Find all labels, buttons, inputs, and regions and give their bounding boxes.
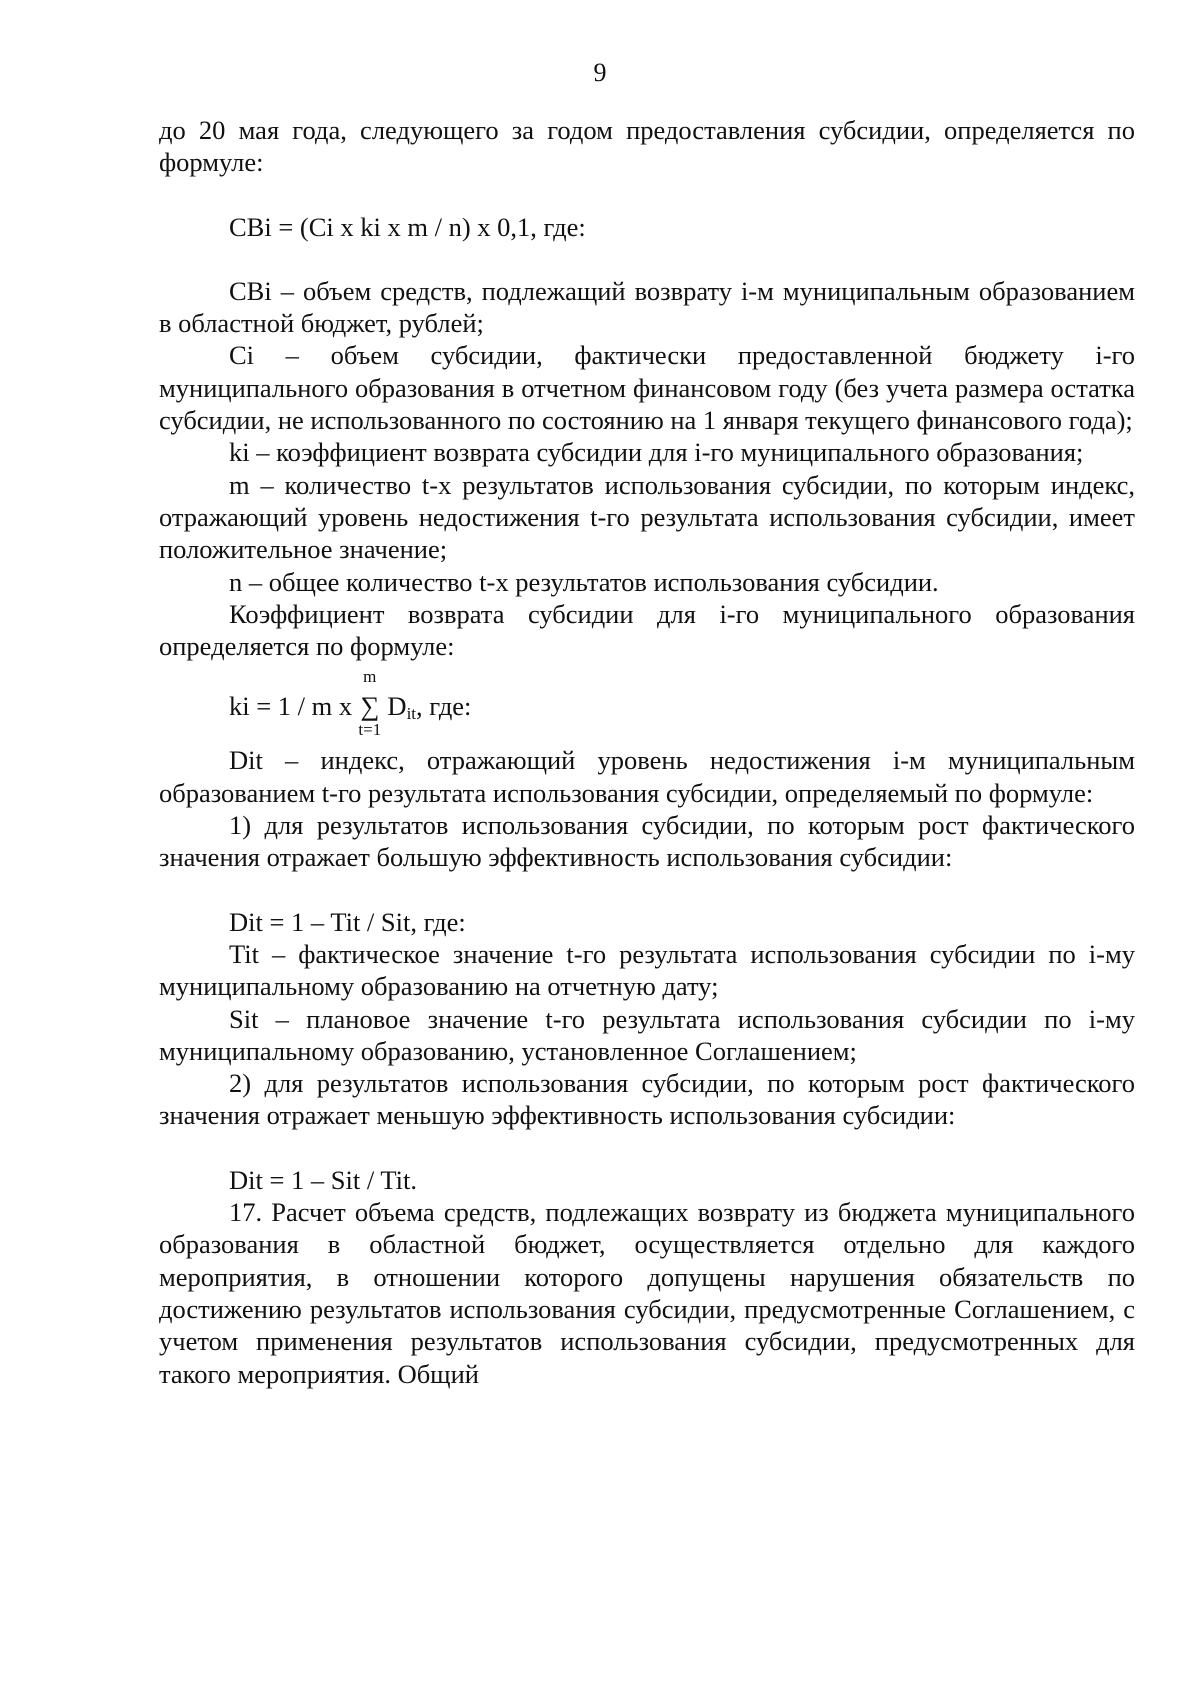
paragraph: Tit – фактическое значение t-го результата использования субсидии по i-му муниципальному образованию на отчетную дату; bbox=[159, 938, 1135, 1002]
paragraph: m – количество t-х результатов использования субсидии, по которым индекс, отражающий уровень недостижения t-го результата использования субсидии, имеет положительное значение; bbox=[159, 469, 1135, 565]
paragraph: 1) для результатов использования субсидии, по которым рост фактического значения отражает большую эффективность использования субсидии: bbox=[159, 810, 1135, 873]
formula-ki-term-subscript: it bbox=[406, 704, 417, 724]
paragraph: Dit – индекс, отражающий уровень недостижения i-м муниципальным образованием t-го результата использования субсидии, определяемый по формуле: bbox=[159, 745, 1135, 808]
paragraph: 2) для результатов использования субсидии, по которым рост фактического значения отражает меньшую эффективность использования субсидии: bbox=[159, 1068, 1135, 1131]
paragraph: ki – коэффициент возврата субсидии для i-го муниципального образования; bbox=[229, 437, 1084, 468]
sum-symbol bbox=[358, 667, 382, 740]
page-number: 9 bbox=[593, 58, 607, 87]
document-body bbox=[159, 114, 1135, 1390]
paragraph: Коэффициент возврата субсидии для i-го муниципального образования определяется по формуле: bbox=[159, 598, 1135, 662]
paragraph: n – общее количество t-х результатов использования субсидии. bbox=[229, 566, 939, 597]
paragraph: Sit – плановое значение t-го результата использования субсидии по i-му муниципальному образованию, установленное Соглашением; bbox=[159, 1003, 1135, 1066]
formula-ki-lhs: ki = 1 / m x bbox=[229, 691, 353, 722]
formula-ki-tail: , где: bbox=[416, 691, 472, 722]
formula-dit-2: Dit = 1 – Sit / Tit. bbox=[229, 1164, 418, 1195]
paragraph: Ci – объем субсидии, фактически предоставленной бюджету i-го муниципального образования в отчетном финансовом году (без учета размера остатка субсидии, не использованного по состоянию на 1 января текущего финансового года); bbox=[159, 340, 1135, 436]
formula-ki-term: D bbox=[387, 691, 407, 722]
paragraph: CBi – объем средств, подлежащий возврату i-м муниципальным образованием в областной бюджет, рублей; bbox=[159, 275, 1135, 339]
sum-lower-limit: t=1 bbox=[358, 720, 382, 740]
sigma-icon: ∑ bbox=[360, 691, 380, 722]
formula-ki bbox=[159, 668, 1135, 744]
formula-dit-1: Dit = 1 – Tit / Sit, где: bbox=[229, 906, 466, 937]
sum-upper-limit: m bbox=[363, 667, 377, 687]
paragraph: 17. Расчет объема средств, подлежащих возврату из бюджета муниципального образования в областной бюджет, осуществляется отдельно для каждого мероприятия, в отношении которого допущены нарушения обязательств по достижению результатов использования субсидии, предусмотренные Соглашением, с учетом применения результатов использования субсидии, предусмотренных для такого мероприятия. Общий bbox=[159, 1197, 1135, 1389]
paragraph: до 20 мая года, следующего за годом предоставления субсидии, определяется по формуле: bbox=[159, 115, 1135, 178]
formula-cbi: CBi = (Ci x ki x m / n) x 0,1, где: bbox=[229, 211, 586, 242]
